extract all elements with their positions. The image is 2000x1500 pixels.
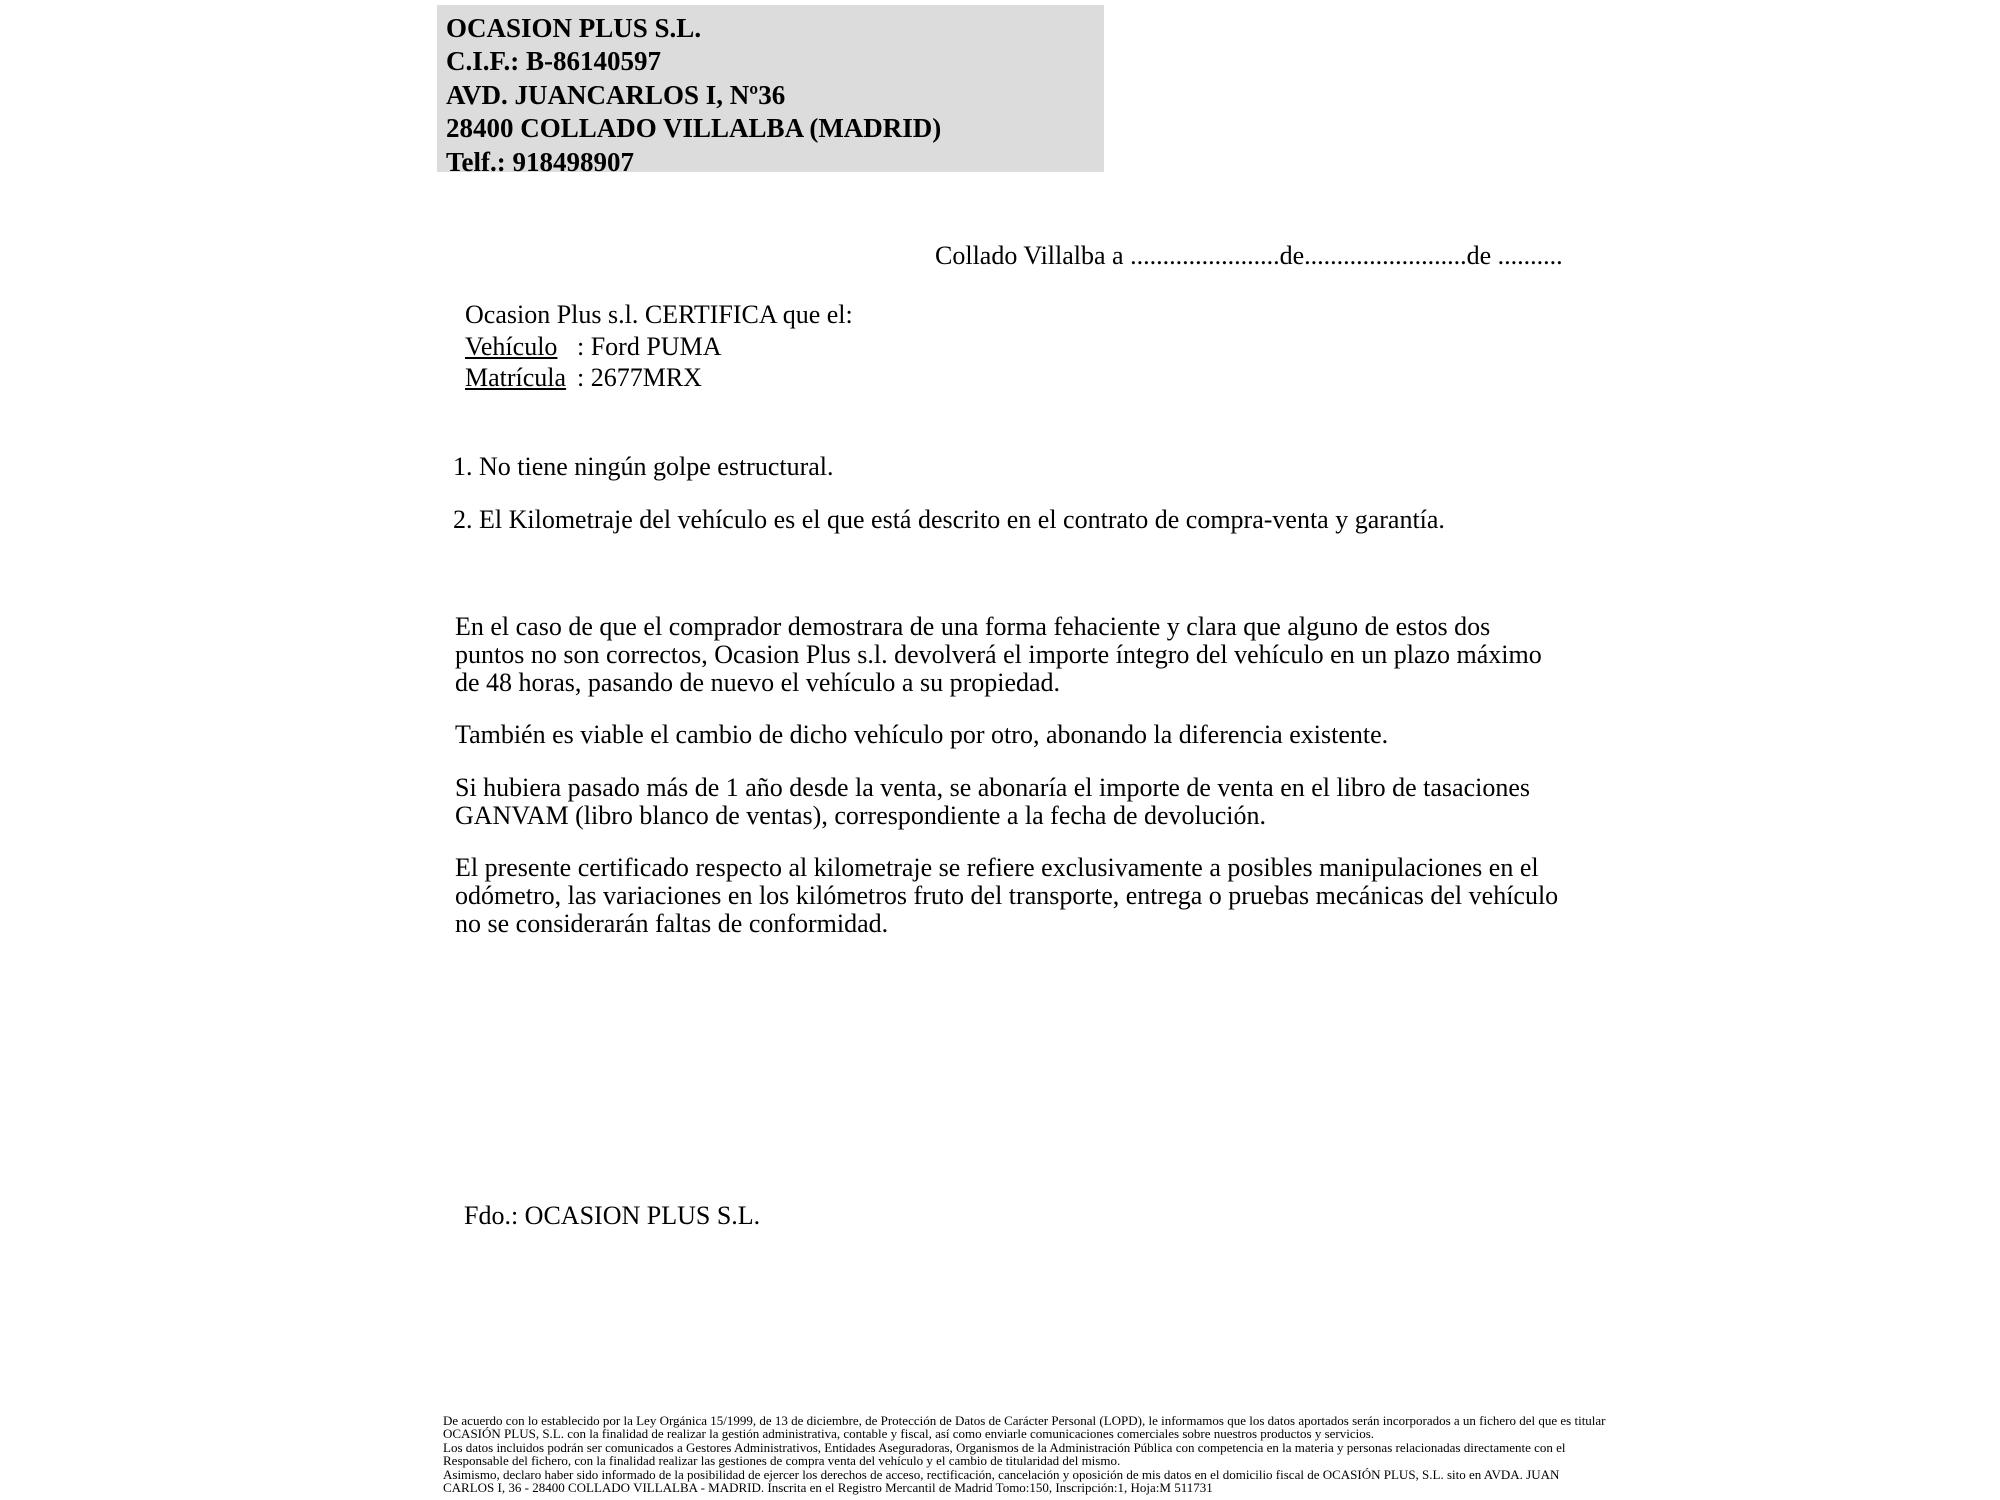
- condition-1: 1. No tiene ningún golpe estructural.: [453, 452, 834, 481]
- certification-intro: Ocasion Plus s.l. CERTIFICA que el:: [465, 300, 853, 329]
- company-name: OCASION PLUS S.L.: [446, 13, 702, 43]
- vehicle-value: : Ford PUMA: [577, 331, 722, 361]
- company-address: AVD. JUANCARLOS I, Nº36: [446, 79, 786, 110]
- legal-footer-line: Responsable del fichero, con la finalidad realizar las gestiones de compra venta del vehículo y el cambio de titularidad del mismo.: [443, 1453, 1121, 1469]
- signature-line: Fdo.: OCASION PLUS S.L.: [464, 1201, 761, 1230]
- plate-value: : 2677MRX: [577, 363, 702, 393]
- legal-footer: [443, 1414, 1606, 1494]
- plate-field: [465, 362, 853, 394]
- company-cif: C.I.F.: B-86140597: [446, 46, 662, 77]
- vehicle-label: [465, 331, 577, 363]
- vehicle-label-text: Vehículo: [465, 331, 558, 361]
- paragraph-odometer: El presente certificado respecto al kilometraje se refiere exclusivamente a posibles manipulaciones en el odómetro, las variaciones en los kilómetros fruto del transporte, entrega o pruebas mecánicas del vehículo no se considerarán faltas de conformidad.: [455, 853, 1559, 939]
- certification-block: [465, 299, 853, 394]
- legal-footer-line: CARLOS I, 36 - 28400 COLLADO VILLALBA - MADRID. Inscrita en el Registro Mercantil de Madrid Tomo:150, Inscripción:1, Hoja:M 511731: [443, 1480, 1213, 1496]
- plate-label: [465, 362, 577, 394]
- company-phone: Telf.: 918498907: [446, 146, 634, 177]
- date-line: Collado Villalba a .......................de.........................de ..........: [935, 241, 1563, 270]
- legal-footer-line: OCASIÓN PLUS, S.L. con la finalidad de realizar la gestión administrativa, contable y fiscal, así como enviarle comunicaciones comerciales sobre nuestros productos y servicios.: [443, 1426, 1375, 1442]
- legal-footer-line: Los datos incluidos podrán ser comunicados a Gestores Administrativos, Entidades Aseguradoras, Organismos de la Administración Pública con competencia en la materia y personas relacionadas directamente con el: [443, 1439, 1566, 1455]
- vehicle-field: [465, 331, 853, 363]
- company-header-box: [437, 5, 1104, 177]
- paragraph-exchange: También es viable el cambio de dicho vehículo por otro, abonando la diferencia existente.: [455, 720, 1389, 749]
- plate-label-text: Matrícula: [465, 363, 567, 393]
- legal-footer-line: De acuerdo con lo establecido por la Ley Orgánica 15/1999, de 13 de diciembre, de Protección de Datos de Carácter Personal (LOPD), le informamos que los datos aportados serán incorporados a un fichero del que es titular: [443, 1413, 1606, 1428]
- paragraph-ganvam: Si hubiera pasado más de 1 año desde la venta, se abonaría el importe de venta en el libro de tasaciones GANVAM (libro blanco de ventas), correspondiente a la fecha de devolución.: [455, 773, 1531, 831]
- legal-footer-line: Asimismo, declaro haber sido informado de la posibilidad de ejercer los derechos de acceso, rectificación, cancelación y oposición de mis datos en el domicilio fiscal de OCASIÓN PLUS, S.L. sito en AVDA. JUAN: [443, 1466, 1560, 1482]
- paragraph-refund: En el caso de que el comprador demostrara de una forma fehaciente y clara que alguno de estos dos puntos no son correctos, Ocasion Plus s.l. devolverá el importe íntegro del vehículo en un plazo máximo de 48 horas, pasando de nuevo el vehículo a su propiedad.: [455, 612, 1542, 698]
- condition-2: 2. El Kilometraje del vehículo es el que está descrito en el contrato de compra-venta y garantía.: [453, 505, 1445, 534]
- company-city: 28400 COLLADO VILLALBA (MADRID): [446, 113, 942, 144]
